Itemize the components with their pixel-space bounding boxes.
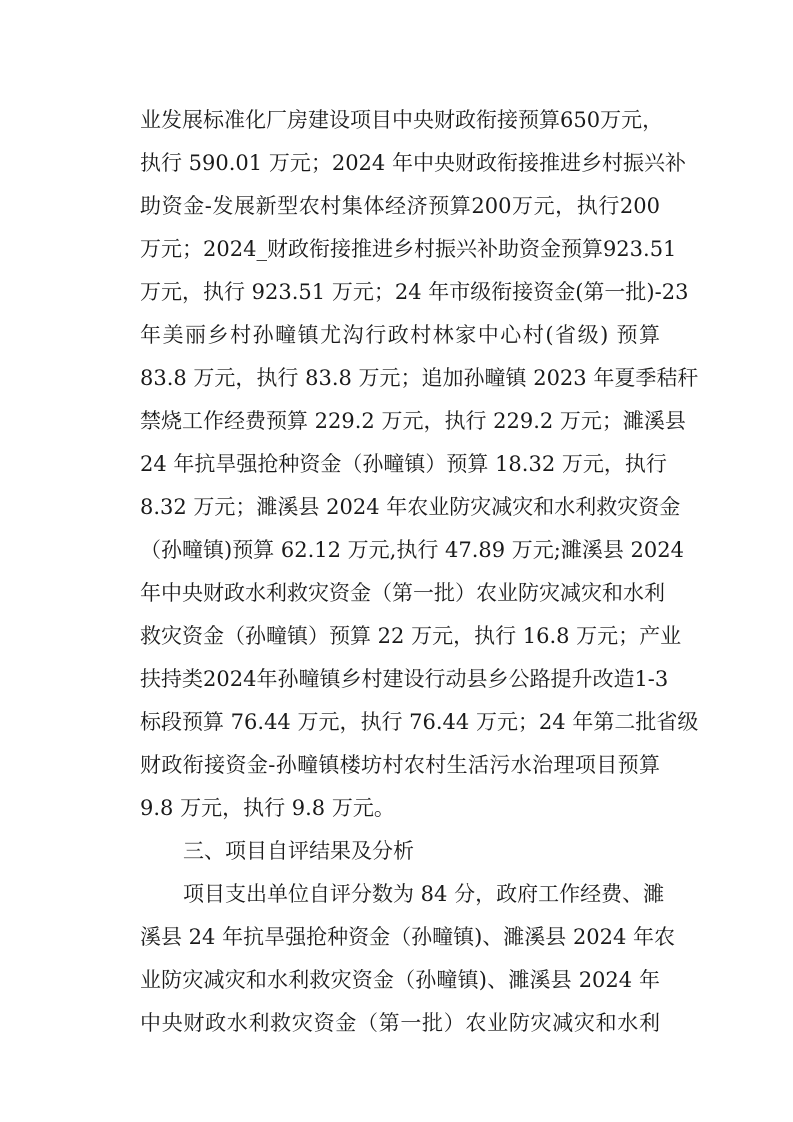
paragraph-line: 万元，执行 923.51 万元；24 年市级衔接资金(第一批)-23 (140, 280, 689, 304)
paragraph-line: 项目支出单位自评分数为 84 分，政府工作经费、濉 (183, 882, 665, 906)
section-heading: 三、项目自评结果及分析 (183, 839, 414, 863)
paragraph-line: 83.8 万元，执行 83.8 万元；追加孙疃镇 2023 年夏季秸秆 (140, 366, 699, 390)
paragraph-line: 业防灾减灾和水利救灾资金（孙疃镇)、濉溪县 2024 年 (140, 968, 660, 992)
paragraph-line: 年中央财政水利救灾资金（第一批）农业防灾减灾和水利 (140, 581, 665, 605)
paragraph-line: 标段预算 76.44 万元，执行 76.44 万元；24 年第二批省级 (140, 710, 699, 734)
paragraph-line: 助资金-发展新型农村集体经济预算200万元，执行200 (140, 194, 660, 218)
paragraph-line: 年美丽乡村孙疃镇尤沟行政村林家中心村(省级) 预算 (140, 323, 660, 347)
paragraph-line: 中央财政水利救灾资金（第一批）农业防灾减灾和水利 (140, 1011, 660, 1035)
paragraph-line: 万元；2024_财政衔接推进乡村振兴补助资金预算923.51 (140, 237, 677, 261)
paragraph-line: 禁烧工作经费预算 229.2 万元，执行 229.2 万元；濉溪县 (140, 409, 686, 433)
paragraph-line: 8.32 万元；濉溪县 2024 年农业防灾减灾和水利救灾资金 (140, 495, 681, 519)
paragraph-line: 救灾资金（孙疃镇）预算 22 万元，执行 16.8 万元；产业 (140, 624, 682, 648)
paragraph-line: 溪县 24 年抗旱强抢种资金（孙疃镇)、濉溪县 2024 年农 (140, 925, 676, 949)
paragraph-line: 业发展标准化厂房建设项目中央财政衔接预算650万元， (140, 108, 664, 132)
paragraph-line: （孙疃镇)预算 62.12 万元,执行 47.89 万元;濉溪县 2024 (140, 538, 684, 562)
paragraph-line: 9.8 万元，执行 9.8 万元。 (140, 796, 395, 820)
paragraph-line: 财政衔接资金-孙疃镇楼坊村农村生活污水治理项目预算 (140, 753, 660, 777)
paragraph-line: 扶持类2024年孙疃镇乡村建设行动县乡公路提升改造1-3 (140, 667, 669, 691)
paragraph-line: 执行 590.01 万元；2024 年中央财政衔接推进乡村振兴补 (140, 151, 686, 175)
paragraph-line: 24 年抗旱强抢种资金（孙疃镇）预算 18.32 万元，执行 (140, 452, 667, 476)
